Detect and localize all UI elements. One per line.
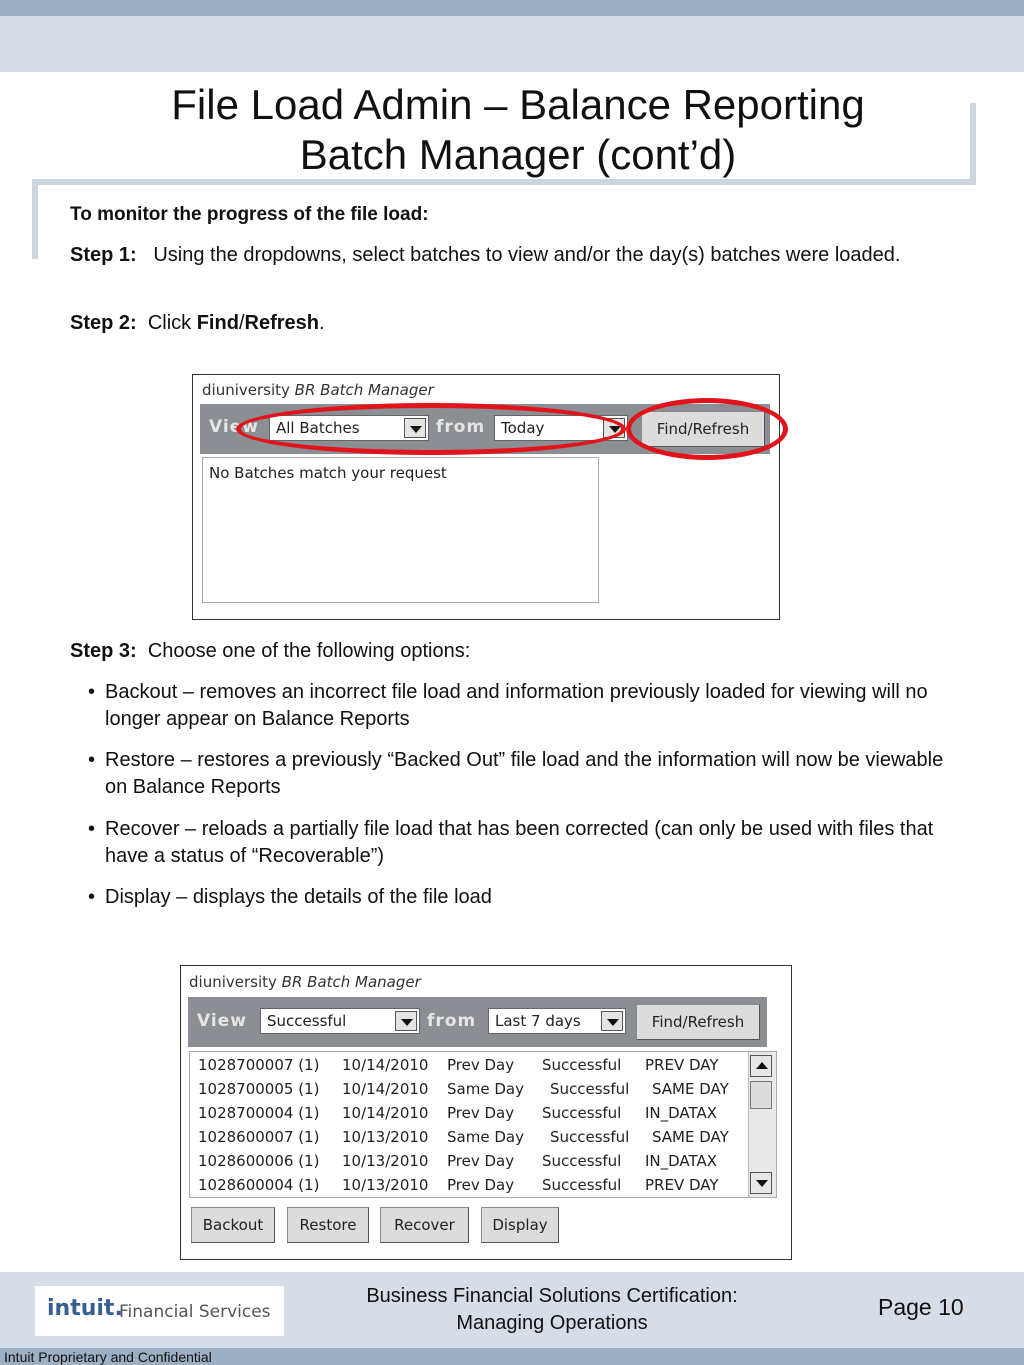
bullet-icon: • bbox=[88, 886, 96, 908]
step-2-find: Find bbox=[196, 312, 239, 334]
batch-id: 1028600007 (1) bbox=[198, 1128, 320, 1146]
batch-id: 1028700007 (1) bbox=[198, 1056, 320, 1074]
course-title bbox=[300, 1283, 804, 1337]
title-line-1: File Load Admin – Balance Reporting bbox=[171, 81, 865, 128]
step-2 bbox=[70, 310, 325, 337]
from-label: from bbox=[427, 1011, 477, 1031]
display-button[interactable]: Display bbox=[481, 1207, 559, 1243]
chevron-down-icon[interactable] bbox=[395, 1011, 417, 1031]
option-recover: Recover – reloads a partially file load that has been corrected (can only be used with files that have a status of “Recoverable”) bbox=[105, 818, 934, 867]
step-2-label: Step 2: bbox=[70, 312, 137, 334]
from-dropdown-value: Today bbox=[501, 419, 545, 437]
app-title-text: BR Batch Manager bbox=[294, 381, 434, 399]
batch-type: PREV DAY bbox=[645, 1056, 719, 1074]
batch-date: 10/13/2010 bbox=[342, 1176, 429, 1194]
step-1-label: Step 1: bbox=[70, 244, 137, 266]
batch-status: Successful bbox=[550, 1080, 630, 1098]
page-number: Page 10 bbox=[878, 1294, 964, 1320]
backout-button[interactable]: Backout bbox=[191, 1207, 275, 1243]
highlight-ellipse-dropdowns bbox=[236, 403, 626, 455]
step-1-text: Using the dropdowns, select batches to view and/or the day(s) batches were loaded. bbox=[153, 244, 901, 266]
logo-wordmark: intuit. bbox=[47, 1296, 123, 1321]
view-label: View bbox=[209, 417, 259, 437]
batch-status: Successful bbox=[550, 1128, 630, 1146]
title-line-2: Batch Manager (cont’d) bbox=[299, 131, 737, 178]
batch-list[interactable] bbox=[189, 1051, 777, 1198]
batch-day: Prev Day bbox=[447, 1152, 515, 1170]
app-name: diuniversity bbox=[189, 973, 277, 991]
view-dropdown[interactable] bbox=[260, 1008, 420, 1034]
step-2-period: . bbox=[318, 312, 325, 334]
bullet-icon: • bbox=[88, 681, 96, 703]
view-dropdown-value: Successful bbox=[267, 1012, 347, 1030]
batch-day: Prev Day bbox=[447, 1104, 515, 1122]
app-title-text: BR Batch Manager bbox=[281, 973, 421, 991]
batch-type: IN_DATAX bbox=[645, 1152, 718, 1170]
step-1 bbox=[70, 242, 950, 269]
intro-heading: To monitor the progress of the file load: bbox=[70, 204, 429, 225]
option-backout: Backout – removes an incorrect file load and information previously loaded for viewing will no longer appear on Balance Reports bbox=[105, 681, 928, 730]
confidential-notice: Intuit Proprietary and Confidential bbox=[4, 1349, 212, 1365]
step-3-text: Choose one of the following options: bbox=[147, 640, 471, 662]
batch-status: Successful bbox=[542, 1176, 622, 1194]
list-scrollbar[interactable] bbox=[748, 1052, 776, 1197]
title-bracket-right bbox=[970, 103, 976, 185]
recover-button[interactable]: Recover bbox=[380, 1207, 469, 1243]
from-dropdown[interactable] bbox=[488, 1008, 626, 1034]
scroll-up-icon[interactable] bbox=[750, 1055, 772, 1077]
step-2-slash: / bbox=[238, 312, 245, 334]
scroll-down-icon[interactable] bbox=[750, 1172, 772, 1194]
course-title-line-1: Business Financial Solutions Certification: bbox=[366, 1285, 738, 1307]
batch-id: 1028700004 (1) bbox=[198, 1104, 320, 1122]
scroll-thumb[interactable] bbox=[750, 1081, 772, 1109]
header-strip bbox=[0, 0, 1024, 16]
chevron-down-icon[interactable] bbox=[601, 1011, 623, 1031]
highlight-ellipse-find-button bbox=[626, 398, 788, 460]
slide-title bbox=[80, 80, 956, 180]
step-2-text: Click bbox=[147, 312, 192, 334]
filter-bar bbox=[188, 997, 767, 1047]
course-title-line-2: Managing Operations bbox=[456, 1312, 648, 1334]
batch-date: 10/13/2010 bbox=[342, 1152, 429, 1170]
batch-type: SAME DAY bbox=[652, 1080, 729, 1098]
view-dropdown-value: All Batches bbox=[276, 419, 360, 437]
batch-status: Successful bbox=[542, 1104, 622, 1122]
batch-status: Successful bbox=[542, 1056, 622, 1074]
batch-type: PREV DAY bbox=[645, 1176, 719, 1194]
batch-type: IN_DATAX bbox=[645, 1104, 718, 1122]
batch-id: 1028600006 (1) bbox=[198, 1152, 320, 1170]
find-refresh-button[interactable]: Find/Refresh bbox=[641, 411, 765, 447]
batch-type: SAME DAY bbox=[652, 1128, 729, 1146]
option-restore: Restore – restores a previously “Backed Out” file load and the information will now be viewable on Balance Reports bbox=[105, 749, 944, 798]
logo-subtitle: Financial Services bbox=[119, 1302, 271, 1322]
batch-list[interactable] bbox=[202, 457, 599, 603]
app-title bbox=[189, 973, 421, 991]
empty-message: No Batches match your request bbox=[209, 464, 447, 482]
bullet-icon: • bbox=[88, 818, 96, 840]
batch-day: Prev Day bbox=[447, 1056, 515, 1074]
batch-day: Prev Day bbox=[447, 1176, 515, 1194]
batch-manager-screenshot-2 bbox=[180, 965, 792, 1260]
step-3 bbox=[70, 638, 470, 665]
from-dropdown-value: Last 7 days bbox=[495, 1012, 581, 1030]
find-refresh-button[interactable]: Find/Refresh bbox=[636, 1004, 760, 1040]
batch-date: 10/14/2010 bbox=[342, 1080, 429, 1098]
batch-id: 1028700005 (1) bbox=[198, 1080, 320, 1098]
title-underline bbox=[32, 179, 976, 185]
restore-button[interactable]: Restore bbox=[287, 1207, 369, 1243]
header-band bbox=[0, 16, 1024, 72]
batch-day: Same Day bbox=[447, 1080, 524, 1098]
step-2-refresh: Refresh bbox=[244, 312, 319, 334]
step-3-label: Step 3: bbox=[70, 640, 137, 662]
bullet-icon: • bbox=[88, 749, 96, 771]
app-title bbox=[202, 381, 434, 399]
title-bracket-left bbox=[32, 179, 38, 259]
batch-id: 1028600004 (1) bbox=[198, 1176, 320, 1194]
view-label: View bbox=[197, 1011, 247, 1031]
batch-day: Same Day bbox=[447, 1128, 524, 1146]
batch-date: 10/14/2010 bbox=[342, 1056, 429, 1074]
batch-date: 10/14/2010 bbox=[342, 1104, 429, 1122]
app-name: diuniversity bbox=[202, 381, 290, 399]
option-display: Display – displays the details of the file load bbox=[105, 886, 492, 908]
batch-status: Successful bbox=[542, 1152, 622, 1170]
batch-date: 10/13/2010 bbox=[342, 1128, 429, 1146]
intuit-logo bbox=[35, 1286, 284, 1336]
from-label: from bbox=[436, 417, 486, 437]
